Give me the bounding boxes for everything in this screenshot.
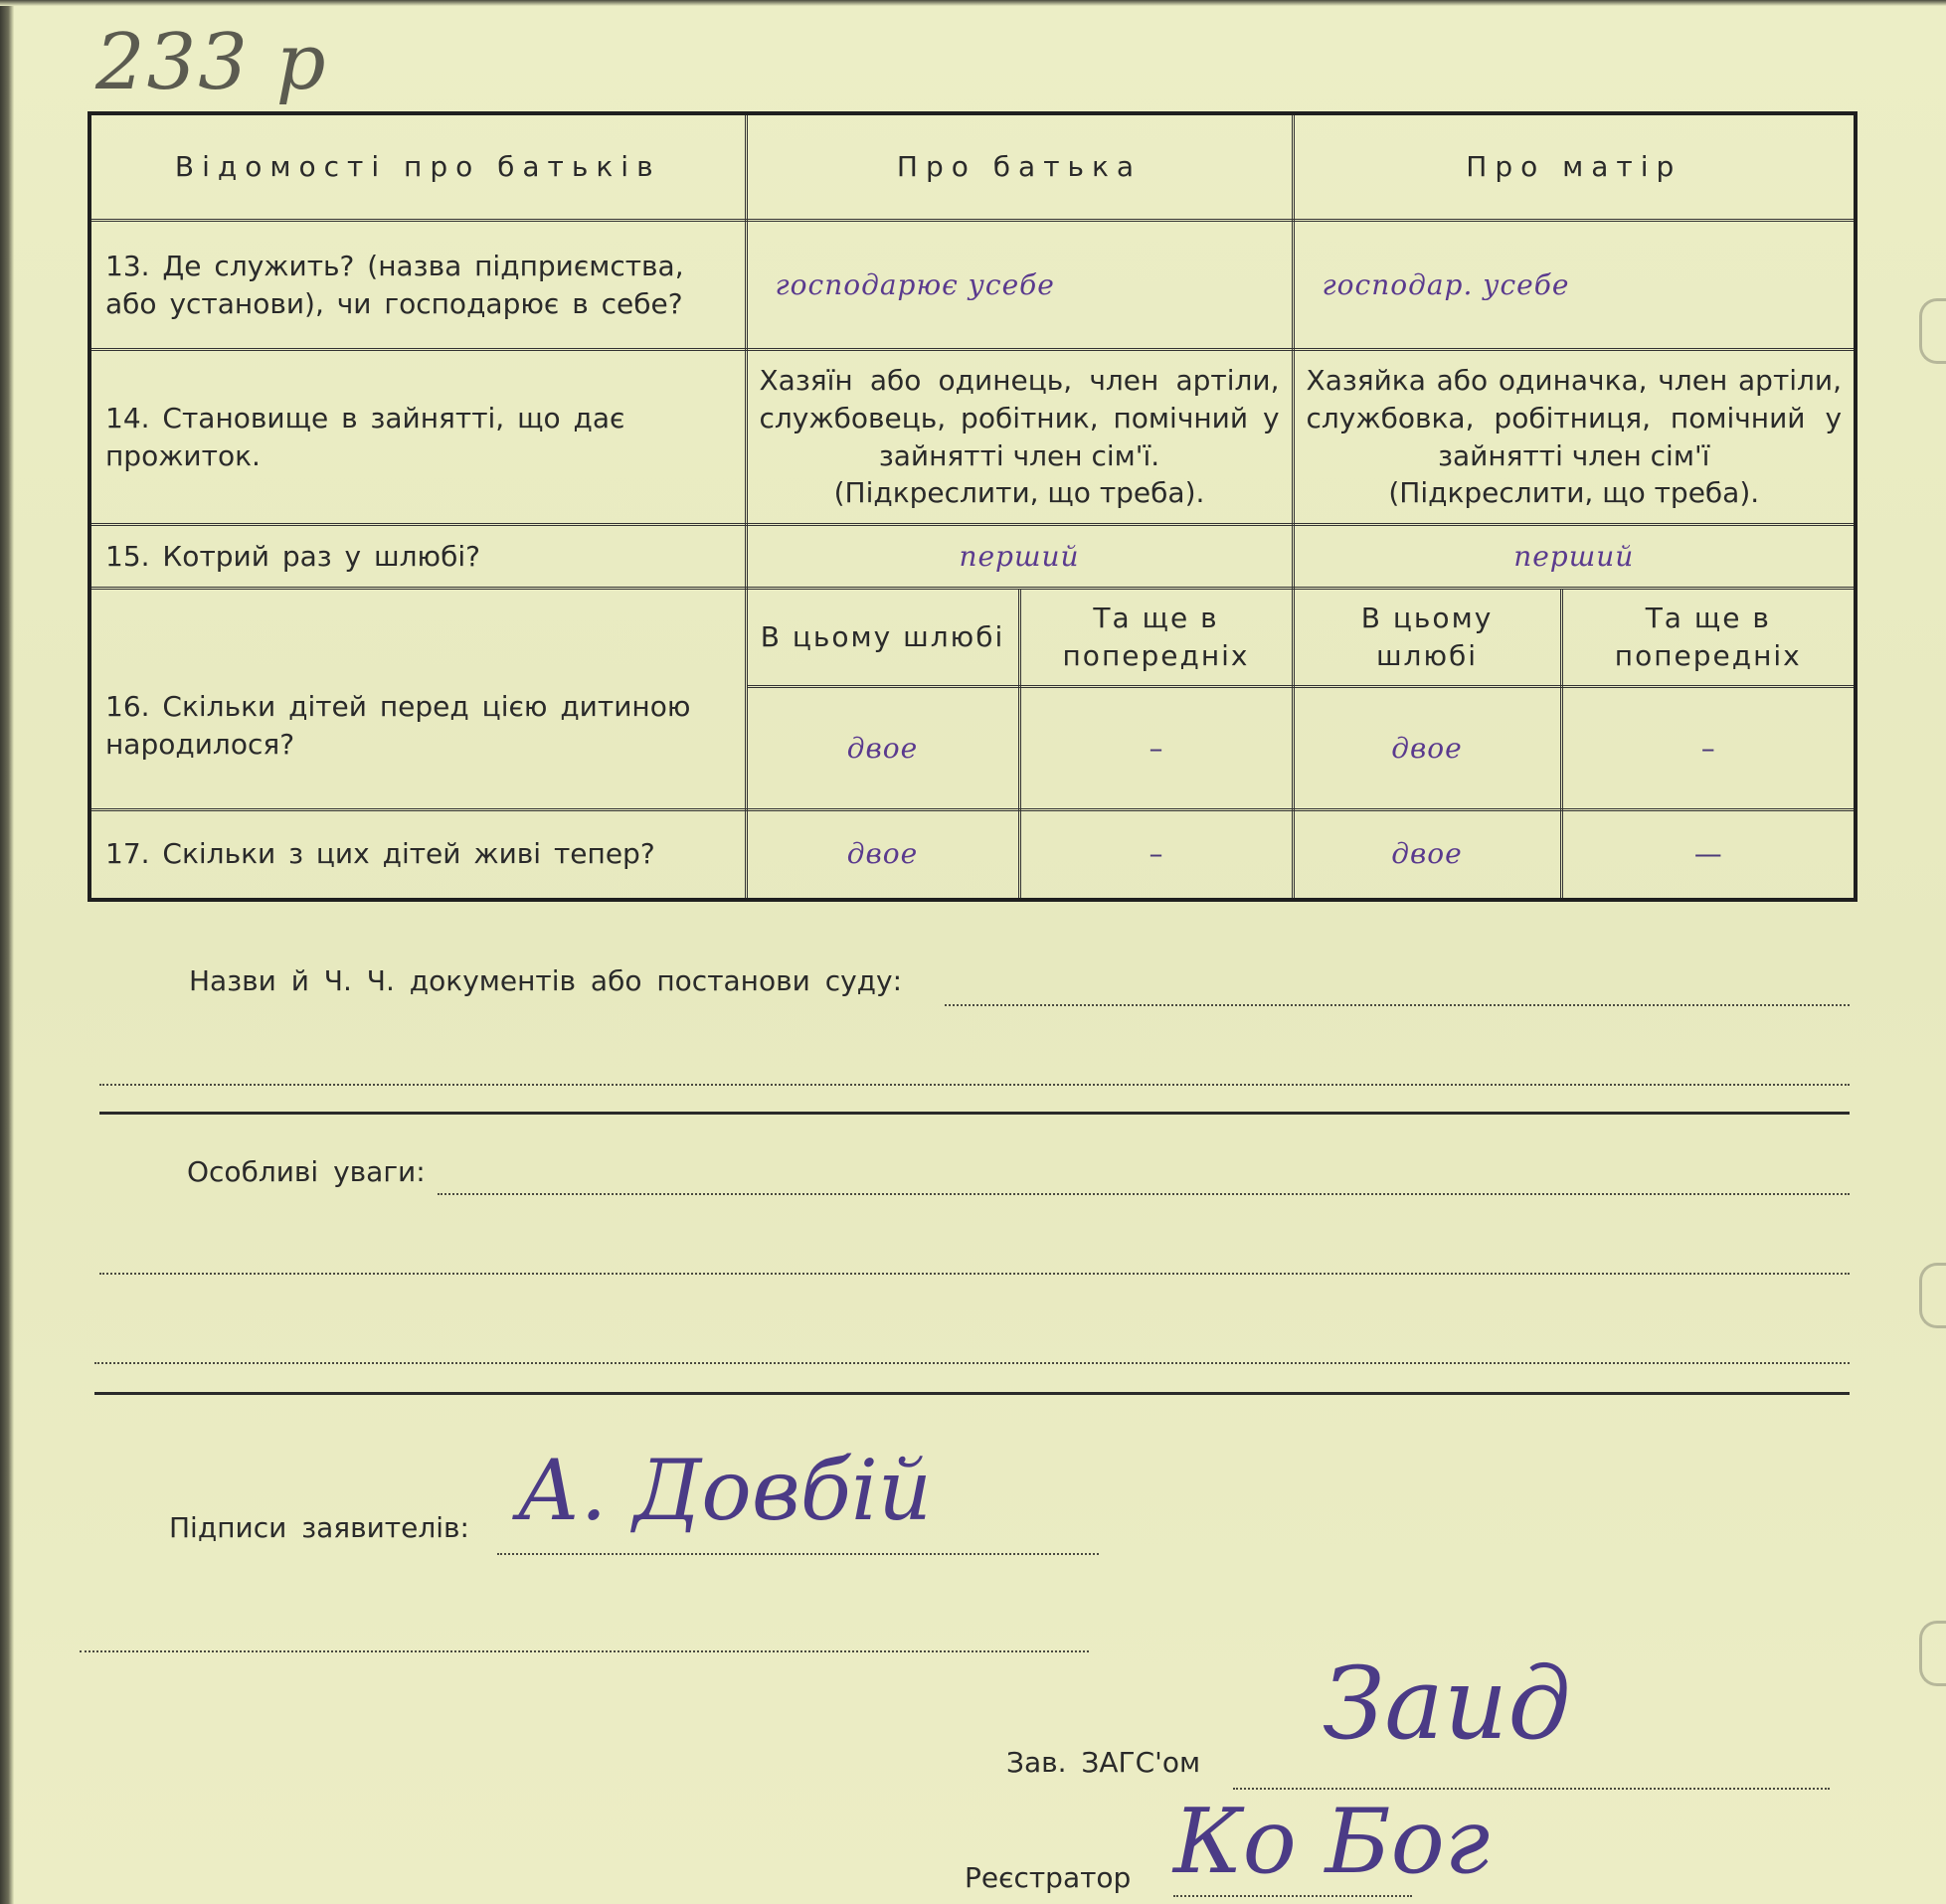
registrar-label: Реєстратор <box>965 1861 1132 1894</box>
head-label: Зав. ЗАГС'ом <box>1006 1746 1201 1779</box>
remarks-rule <box>94 1392 1850 1395</box>
documents-rule <box>99 1112 1850 1115</box>
answer-15-father: перший <box>746 525 1293 589</box>
folio-number: 233 р <box>95 18 328 107</box>
signatures-dotted-line-2 <box>80 1650 1089 1652</box>
table-row-q15 <box>89 525 1856 589</box>
options-14-mother <box>1293 350 1856 525</box>
registrar-signature: Ко Бог <box>1173 1790 1491 1894</box>
question-16: 16. Скільки дітей перед цією дитиною народилося? <box>89 589 746 810</box>
question-15: 15. Котрий раз у шлюбі? <box>89 525 746 589</box>
header-parents-info: Відомості про батьків <box>89 113 746 221</box>
head-signature: Заид <box>1323 1645 1571 1762</box>
parents-info-table <box>88 111 1858 902</box>
answer-16-mother-prev: – <box>1561 687 1856 810</box>
question-14-text: 14. Становище в зайнятті, що дає прожиток. <box>105 401 625 472</box>
subheader-this-marriage-father: В цьому шлюбі <box>746 589 1019 687</box>
answer-17-mother-this: двое <box>1293 810 1561 900</box>
answer-17-father-prev: – <box>1019 810 1293 900</box>
options-14-father-list: Хазяїн або одинець, член артіли, службовець, робітник, помічний у зайнятті член сім'ї. <box>759 363 1280 472</box>
documents-dotted-line-2 <box>99 1084 1850 1086</box>
answer-16-mother-this: двое <box>1293 687 1561 810</box>
binding-hole <box>1919 298 1946 364</box>
answer-17-mother-prev: — <box>1561 810 1856 900</box>
question-17: 17. Скільки з цих дітей живі тепер? <box>89 810 746 900</box>
options-14-father <box>746 350 1293 525</box>
options-14-mother-list: Хазяйка або одиначка, член артіли, службовка, робітниця, помічний у зайнятті член сім'ї <box>1306 363 1843 472</box>
documents-dotted-line <box>945 1004 1850 1006</box>
question-13: 13. Де служить? (назва підприємства, або установи), чи господарює в себе? <box>89 221 746 350</box>
signatures-dotted-line <box>497 1553 1099 1555</box>
subheader-previous-father: Та ще в попередніх <box>1019 589 1293 687</box>
remarks-dotted-line-2 <box>99 1273 1850 1275</box>
header-about-father: Про батька <box>746 113 1293 221</box>
answer-13-father: господарює усебе <box>746 221 1293 350</box>
binding-hole <box>1919 1621 1946 1686</box>
subheader-this-marriage-mother: В цьому шлюбі <box>1293 589 1561 687</box>
answer-17-father-this: двое <box>746 810 1019 900</box>
remarks-dotted-line <box>438 1193 1850 1195</box>
subheader-previous-mother: Та ще в попередніх <box>1561 589 1856 687</box>
answer-16-father-this: двое <box>746 687 1019 810</box>
table-row-q13 <box>89 221 1856 350</box>
options-14-mother-note: (Підкреслити, що треба). <box>1388 476 1760 510</box>
table-row-q17 <box>89 810 1856 900</box>
registrar-dotted-line <box>1173 1895 1412 1897</box>
remarks-label: Особливі уваги: <box>187 1155 426 1188</box>
signatures-label: Підписи заявителів: <box>169 1511 469 1544</box>
header-about-mother: Про матір <box>1293 113 1856 221</box>
page-binding-edge <box>0 0 14 1904</box>
question-14 <box>89 350 746 525</box>
options-14-father-note: (Підкреслити, що треба). <box>833 476 1205 510</box>
answer-15-mother: перший <box>1293 525 1856 589</box>
table-header-row <box>89 113 1856 221</box>
answer-16-father-prev: – <box>1019 687 1293 810</box>
answer-13-mother: господар. усебе <box>1293 221 1856 350</box>
table-row-q14 <box>89 350 1856 525</box>
remarks-dotted-line-3 <box>94 1362 1850 1364</box>
page-top-edge <box>0 0 1946 6</box>
binding-hole <box>1919 1263 1946 1328</box>
documents-label: Назви й Ч. Ч. документів або постанови суду: <box>189 964 903 997</box>
applicant-signature: А. Довбій <box>517 1442 933 1539</box>
table-subheader-row <box>89 589 1856 687</box>
